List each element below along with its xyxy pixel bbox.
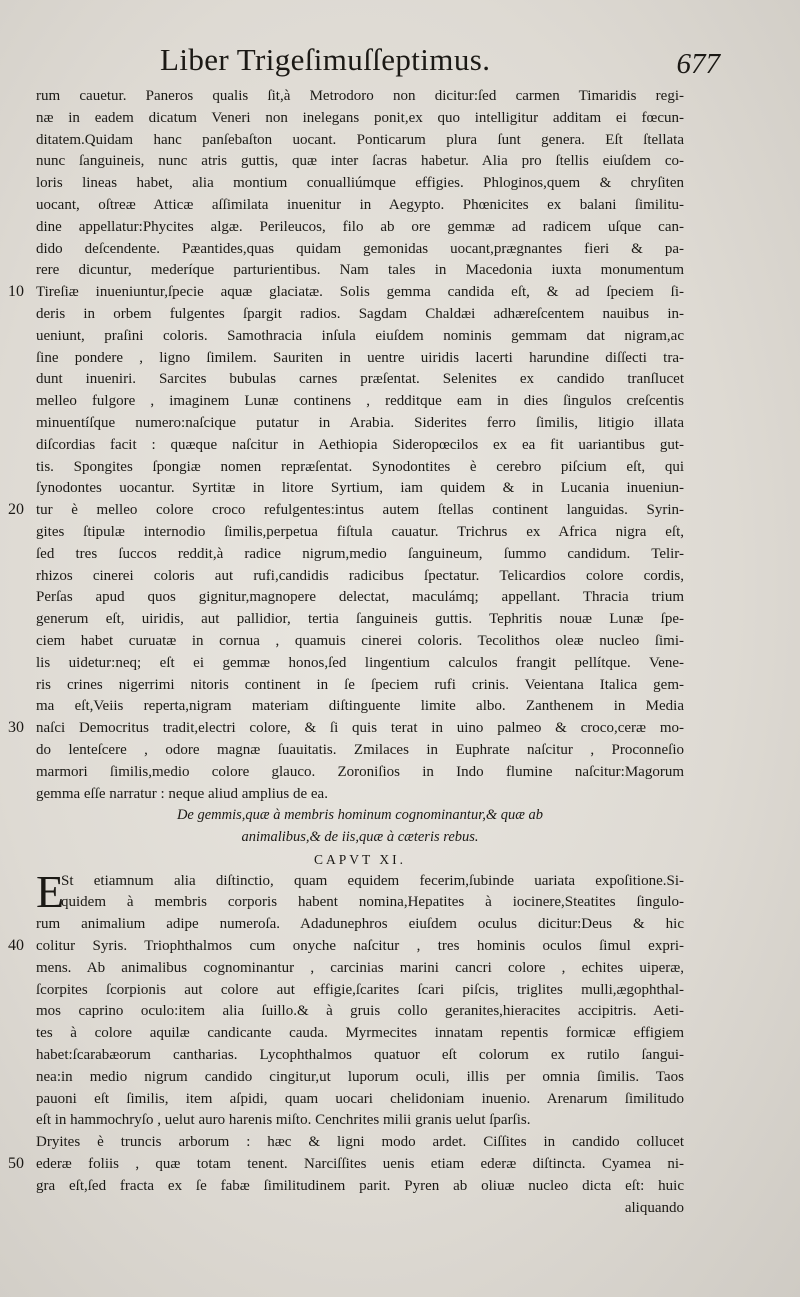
text-line: Tireſiæ inueniuntur,ſpecie aquæ glaciatæ. Solis gemma candida eſt, & ad ſpeciem ſi- <box>36 284 684 301</box>
text-line: deris in orbem fulgentes ſpargit radios. Sagdam Chaldæi adhæreſcentem nauibus in- <box>36 305 684 322</box>
text-line: diſcordias facit : quæque naſcitur in Aethiopia Siderοpœcilos ex ea fit uariantibus gut- <box>36 436 684 453</box>
text-line: ciem habet curuatæ in cornua , quamuis cinerei coloris. Tecolithos oleæ nucleo ſimi- <box>36 632 684 649</box>
text-line: tur è melleo colore croco refulgentes:intus autem ſtellas continent languidas. Syrin- <box>36 502 684 519</box>
text-line: ditatem.Quidam hanc panſebaſton uocant. Ponticarum plura ſunt genera. Eſt ſtellata <box>36 131 684 148</box>
text-line: pauoni eſt ſimilis, item aſpidi, quam uocari chelidoniam inuenio. Arenarum ſimilitudo <box>36 1090 684 1107</box>
text-line: melleo fulgore , imaginem Lunæ continens , redditque eam in dies ſingulos creſcentis <box>36 393 684 410</box>
margin-line-number: 30 <box>8 719 24 737</box>
page-header <box>160 42 720 86</box>
chapter-label: CAPVT XI. <box>313 851 406 867</box>
text-line: dido deſcendente. Pæantides,quas quidam gemonidas uocant,prægnantes fieri & pa- <box>36 240 684 257</box>
text-line: gites ſtipulæ internodio ſimilis,perpetua fiſtula cauatur. Trichrus ex Africa nigra eſt, <box>36 523 684 540</box>
margin-line-number: 50 <box>8 1155 24 1173</box>
page-number: 677 <box>676 48 720 80</box>
text-line: rhizos cinerei coloris aut rufi,candidis radicibus ſpectatur. Telicardios colore cordis, <box>36 567 684 584</box>
text-line: rum cauetur. Paneros qualis ſit,à Metrodoro non dicitur:ſed carmen Timaridis regi- <box>36 88 684 104</box>
text-line: quidem à membris corporis habent nomina,Hepatites à iocinere,Steatites ſingulo- <box>61 894 684 911</box>
text-line: marmori ſimilis,medio colore glauco. Zoroniſios in Indo flumine naſcitur:Magorum <box>36 763 684 780</box>
text-line: dunt inueniri. Sarcites bubulas carnes præſentat. Selenites ex candido tranſlucet <box>36 371 684 388</box>
text-line: ueniunt, praſini coloris. Samothracia inſula eiuſdem nominis gemmam dat nigram,ac <box>36 327 684 344</box>
text-line: mos caprino oculo:item alia ſuillo.& à gruis collo geranites,hieracites accipitris. Aeti- <box>36 1003 684 1020</box>
text-line: nunc ſanguineis, nunc atris guttis, quæ inter ſacras habetur. Alia pro ſtellis eiuſdem co- <box>36 153 684 170</box>
text-line: ſcorpites ſcorpionis aut colore aut effigie,ſcarites ſcari piſcis, triglites mulli,ægophthal- <box>36 981 684 998</box>
margin-line-number: 10 <box>8 283 24 301</box>
text-line: rum animalium adipe numeroſa. Adadunephros eiuſdem oculus dicitur:Deus & hic <box>36 916 684 933</box>
text-line: colitur Syris. Triophthalmos cum onyche naſcitur , tres hominis oculos ſimul expri- <box>36 938 684 955</box>
margin-line-number: 20 <box>8 501 24 519</box>
chapter-title-line: animalibus,& de iis,quæ à cæteris rebus. <box>241 829 479 846</box>
text-line: eſt in hammochryſo , uelut auro harenis miſto. Cenchrites milii granis uelut ſparſis. <box>36 1112 531 1129</box>
text-line: gemma eſſe narratur : neque aliud amplius de ea. <box>36 785 328 802</box>
margin-line-number: 40 <box>8 937 24 955</box>
text-line: St etiamnum alia diſtinctio, quam equidem fecerim,ſubinde uariata expoſitione.Si- <box>61 872 684 889</box>
text-line: dine appellatur:Phycites algæ. Perileucos, filo ab ore gemmæ ad radicem uſque can- <box>36 218 684 235</box>
text-line: generum eſt, uiridis, aut pallidior, tertia ſanguineis guttis. Tephritis nouæ Lunæ ſpe- <box>36 611 684 628</box>
text-line: tes à colore aquilæ candicante cauda. Myrmecites innatam repentis formicæ effigiem <box>36 1025 684 1042</box>
text-line: mens. Ab animalibus cognominantur , carcinias marini cancri colore , echites uiperæ, <box>36 959 684 976</box>
text-line: tis. Spongites ſpongiæ nomen repræſentat. Synodontites è cerebro piſcium eſt, qui <box>36 458 684 475</box>
text-line: aliquando <box>624 1199 684 1216</box>
text-line: habet:ſcarabæorum cantharias. Lycophthalmos quatuor eſt colorum ex rutilo ſangui- <box>36 1047 684 1064</box>
text-line: ſed tres ſuccos reddit,à radice nigrum,medio ſanguineum, ſummo candidum. Telir- <box>36 545 684 562</box>
text-line: uocant, oſtreæ Atticæ aſſimilata inuenitur in Aegypto. Phœnicites ex balani ſimilitu- <box>36 196 684 213</box>
text-line: ederæ foliis , quæ totam tenent. Narciſſites uenis etiam ederæ diſtincta. Cyamea ni- <box>36 1156 684 1173</box>
text-line: ma eſt,Veiis reperta,nigram materiam diſtinguente limite albo. Zanthenem in Media <box>36 698 684 715</box>
text-line: ſynodontes uocantur. Syrtitæ in litore Syrtium, iam quidem & in Lucania inueniun- <box>36 480 684 497</box>
text-line: do lenteſcere , odore magnæ ſuauitatis. Zmilaces in Euphrate naſcitur , Proconneſio <box>36 741 684 758</box>
text-line: rere dicuntur, mederíque parturientibus. Nam tales in Macedonia iuxta monumentum <box>36 262 684 279</box>
text-line: Dryites è truncis arborum : hæc & ligni modo ardet. Ciſſites in candido collucet <box>36 1134 684 1151</box>
text-line: minuentíſque numero:naſcique putatur in Arabia. Siderites ferro ſimilis, litigio illata <box>36 414 684 431</box>
text-line: Perſas apud quos gignitur,magnopere delectat, maculámq; appellant. Thracia trium <box>36 589 684 606</box>
text-line: nea:in medio nigrum candido cingitur,ut luporum oculi, illis per omnia ſimilis. Taos <box>36 1068 684 1085</box>
text-line: næ in eadem dicatum Veneri non inelegans ponit,ex quo intelligitur additam ei fœcun- <box>36 109 684 126</box>
body-text <box>36 86 684 1219</box>
text-line: lis uidetur:neq; eſt ei gemmæ honos,ſed lingentium calculos frangit pellítque. Vene- <box>36 654 684 671</box>
text-line: ſine pondere , ligno ſimilem. Sauriten in uentre uiridis lacerti harundine diſſecti tra- <box>36 349 684 366</box>
drop-initial: E <box>36 865 65 917</box>
text-line: naſci Democritus tradit,electri colore, & ſi quis terat in uino palmeo & croco,ceræ mo- <box>36 720 684 737</box>
text-line: loris lineas habet, alia montium conualliúmque effigies. Phloginos,quem & chryſiten <box>36 175 684 192</box>
text-line: ris crines nigerrimi nitoris continent in ſe ſpeciem rufi crinis. Veientana Italica gem- <box>36 676 684 693</box>
chapter-title-line: De gemmis,quæ à membris hominum cognominantur,& quæ ab <box>176 807 544 824</box>
text-line: gra eſt,ſed fracta ex ſe fabæ ſimilitudinem parit. Pyren ab oliuæ nucleo dicta eſt: huic <box>36 1177 684 1194</box>
running-title: Liber Trigeſimuſſeptimus. <box>160 42 491 77</box>
